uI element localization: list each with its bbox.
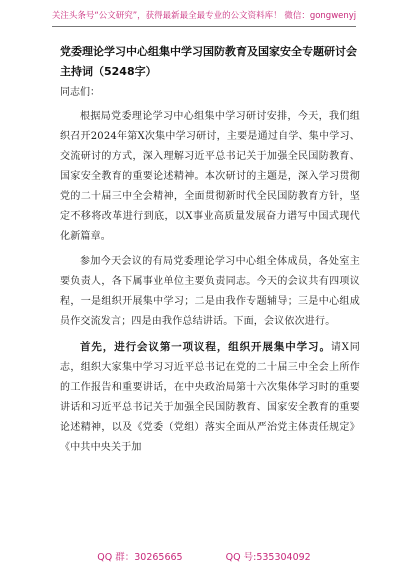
promo-banner: 关注头条号“公文研究”，获得最新最全最专业的公文资料库！ 微信：gongwenyj [51,11,357,21]
contact-footer [0,549,408,563]
document-body [60,42,360,463]
document-title: 党委理论学习中心组集中学习国防教育及国家安全专题研讨会主持词（5248字） [60,45,357,78]
paragraph-1 [60,107,360,247]
qq-group-text: QQ 群：30265665 [97,552,183,563]
paragraph-text: 根据局党委理论学习中心组集中学习研讨安排，今天，我们组织召开2024年第X次集中学习研讨，主要是通过自学、集中学习、交流研讨的方式，深入理解习近平总书记关于加强全民国防教育、国家安全教育的重要论述精神。本次研讨的主题是，深入学习贯彻党的二十届三中全会精神，全面贯彻新时代全民国防教育方针，坚定不移将改革进行到底，以X事业高质量发展奋力谱写中国式现代化新篇章。 [60,111,360,242]
paragraph-2 [60,252,360,332]
greeting: 同志们： [60,87,100,98]
header-divider [52,26,356,27]
qq-number-text: QQ 号:535304092 [225,552,311,563]
paragraph-text: 参加今天会议的有局党委理论学习中心组全体成员，各处室主要负责人，各下属事业单位主要负责同志。今天的会议共有四项议程，一是组织开展集中学习；二是由我作专题辅导；三是中心组成员作交流发言；四是由我作总结讲话。下面，会议依次进行。 [60,256,360,327]
paragraph-3 [60,337,360,458]
paragraph-lead: 首先，进行会议第一项议程，组织开展集中学习。 [80,341,331,353]
paragraph-text: 请X同志，组织大家集中学习习近平总书记在党的二十届三中全会上所作的工作报告和重要讲话，在中央政治局第十六次集体学习时的重要讲话和习近平总书记关于加强全民国防教育、国家安全教育的重要论述精神，以及《党委（党组）落实全面从严治党主体责任规定》《中共中央关于加 [60,342,360,453]
